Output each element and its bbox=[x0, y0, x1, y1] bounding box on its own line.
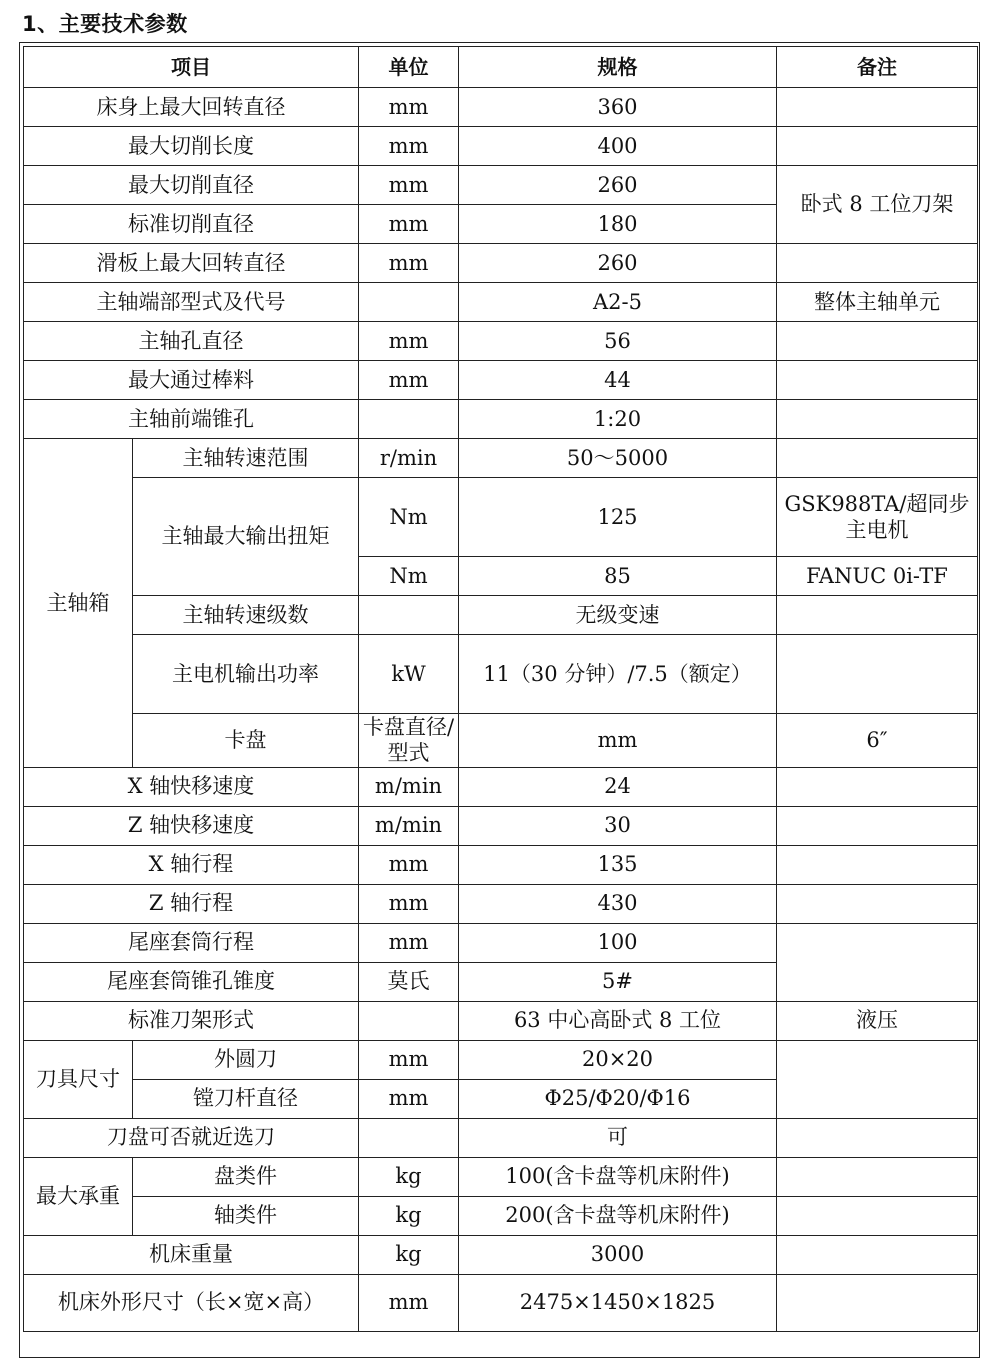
note-cell: FANUC 0i-TF bbox=[777, 557, 978, 596]
unit-cell bbox=[359, 1001, 459, 1040]
note-cell bbox=[777, 1274, 978, 1331]
unit-cell: m/min bbox=[359, 767, 459, 806]
item-cell: 主轴转速级数 bbox=[133, 596, 359, 635]
unit-cell: kg bbox=[359, 1196, 459, 1235]
note-cell bbox=[777, 88, 978, 127]
item-cell: 主电机输出功率 bbox=[133, 635, 359, 714]
table-row bbox=[24, 845, 978, 884]
spec-cell: 125 bbox=[459, 478, 777, 557]
item-cell: 床身上最大回转直径 bbox=[24, 88, 359, 127]
table-row bbox=[24, 127, 978, 166]
note-cell bbox=[777, 1235, 978, 1274]
header-spec: 规格 bbox=[459, 47, 777, 88]
note-cell bbox=[777, 767, 978, 806]
item-cell: 镗刀杆直径 bbox=[133, 1079, 359, 1118]
item-cell: 尾座套筒锥孔锥度 bbox=[24, 962, 359, 1001]
table-row bbox=[24, 166, 978, 205]
table-row bbox=[24, 322, 978, 361]
item-cell: 标准切削直径 bbox=[24, 205, 359, 244]
note-cell bbox=[777, 845, 978, 884]
item-cell: 机床重量 bbox=[24, 1235, 359, 1274]
note-cell bbox=[777, 884, 978, 923]
unit-cell: mm bbox=[359, 884, 459, 923]
spec-cell: 2475×1450×1825 bbox=[459, 1274, 777, 1331]
unit-cell: kW bbox=[359, 635, 459, 714]
note-cell bbox=[777, 361, 978, 400]
table-row bbox=[24, 596, 978, 635]
item-cell: 滑板上最大回转直径 bbox=[24, 244, 359, 283]
table-row bbox=[24, 1118, 978, 1157]
note-cell bbox=[777, 1196, 978, 1235]
note-cell bbox=[777, 244, 978, 283]
spec-cell: 44 bbox=[459, 361, 777, 400]
item-cell: X 轴快移速度 bbox=[24, 767, 359, 806]
item-cell: 主轴转速范围 bbox=[133, 439, 359, 478]
table-row bbox=[24, 400, 978, 439]
spec-cell: 360 bbox=[459, 88, 777, 127]
unit-cell: kg bbox=[359, 1235, 459, 1274]
table-row bbox=[24, 478, 978, 557]
group-label-max-load: 最大承重 bbox=[24, 1157, 133, 1235]
spec-cell: 260 bbox=[459, 166, 777, 205]
item-cell: 机床外形尺寸（长×宽×高） bbox=[24, 1274, 359, 1331]
table-row bbox=[24, 714, 978, 768]
note-cell bbox=[777, 1040, 978, 1118]
item-cell: 主轴最大输出扭矩 bbox=[133, 478, 359, 596]
note-line: GSK988TA/超同步 bbox=[784, 491, 970, 516]
header-item: 项目 bbox=[24, 47, 359, 88]
group-label-spindle-box: 主轴箱 bbox=[24, 439, 133, 768]
note-cell bbox=[777, 400, 978, 439]
note-cell bbox=[777, 478, 978, 557]
item-cell: 主轴端部型式及代号 bbox=[24, 283, 359, 322]
spec-cell: 24 bbox=[459, 767, 777, 806]
unit-cell: m/min bbox=[359, 806, 459, 845]
spec-cell: 135 bbox=[459, 845, 777, 884]
table-row bbox=[24, 635, 978, 714]
item-cell: 主轴前端锥孔 bbox=[24, 400, 359, 439]
note-cell bbox=[777, 127, 978, 166]
spec-cell: 50～5000 bbox=[459, 439, 777, 478]
unit-cell: Nm bbox=[359, 557, 459, 596]
note-cell bbox=[777, 635, 978, 714]
group-label-tool-size: 刀具尺寸 bbox=[24, 1040, 133, 1118]
table-row bbox=[24, 1157, 978, 1196]
unit-cell: mm bbox=[359, 1274, 459, 1331]
spec-cell: 200(含卡盘等机床附件) bbox=[459, 1196, 777, 1235]
spec-cell: 430 bbox=[459, 884, 777, 923]
group-label-chuck: 卡盘 bbox=[133, 714, 359, 768]
note-cell: 卧式 8 工位刀架 bbox=[777, 166, 978, 244]
unit-cell: mm bbox=[359, 1040, 459, 1079]
unit-cell: mm bbox=[359, 322, 459, 361]
spec-cell: Φ25/Φ20/Φ16 bbox=[459, 1079, 777, 1118]
unit-cell: mm bbox=[359, 127, 459, 166]
spec-cell: 11（30 分钟）/7.5（额定） bbox=[459, 635, 777, 714]
note-cell bbox=[777, 1157, 978, 1196]
unit-cell: mm bbox=[359, 361, 459, 400]
unit-cell bbox=[359, 1118, 459, 1157]
note-line: 主电机 bbox=[845, 518, 909, 542]
unit-cell: mm bbox=[359, 166, 459, 205]
spec-cell: 3000 bbox=[459, 1235, 777, 1274]
spec-cell: 180 bbox=[459, 205, 777, 244]
note-cell: 整体主轴单元 bbox=[777, 283, 978, 322]
unit-cell: mm bbox=[459, 714, 777, 768]
item-cell: 最大切削直径 bbox=[24, 166, 359, 205]
spec-cell: 可 bbox=[459, 1118, 777, 1157]
header-unit: 单位 bbox=[359, 47, 459, 88]
unit-cell: mm bbox=[359, 205, 459, 244]
item-cell: 主轴孔直径 bbox=[24, 322, 359, 361]
spec-cell: 56 bbox=[459, 322, 777, 361]
unit-cell: mm bbox=[359, 244, 459, 283]
spec-cell: 100 bbox=[459, 923, 777, 962]
table-row bbox=[24, 1235, 978, 1274]
tech-params-table bbox=[23, 46, 978, 1332]
note-cell bbox=[777, 439, 978, 478]
unit-cell bbox=[359, 596, 459, 635]
table-row bbox=[24, 88, 978, 127]
table-row bbox=[24, 283, 978, 322]
item-cell: 尾座套筒行程 bbox=[24, 923, 359, 962]
table-row bbox=[24, 884, 978, 923]
table-row bbox=[24, 1001, 978, 1040]
header-row bbox=[24, 47, 978, 88]
item-cell: 轴类件 bbox=[133, 1196, 359, 1235]
item-cell: 最大切削长度 bbox=[24, 127, 359, 166]
note-cell: 液压 bbox=[777, 1001, 978, 1040]
spec-cell: 85 bbox=[459, 557, 777, 596]
spec-cell: 无级变速 bbox=[459, 596, 777, 635]
table-row bbox=[24, 1274, 978, 1331]
spec-cell: 20×20 bbox=[459, 1040, 777, 1079]
unit-cell bbox=[359, 400, 459, 439]
unit-cell: Nm bbox=[359, 478, 459, 557]
item-cell: 最大通过棒料 bbox=[24, 361, 359, 400]
spec-cell: 260 bbox=[459, 244, 777, 283]
table-row bbox=[24, 1196, 978, 1235]
unit-cell: mm bbox=[359, 88, 459, 127]
item-cell: 盘类件 bbox=[133, 1157, 359, 1196]
note-cell bbox=[777, 596, 978, 635]
table-row bbox=[24, 361, 978, 400]
spec-cell: A2-5 bbox=[459, 283, 777, 322]
note-cell bbox=[777, 806, 978, 845]
unit-cell bbox=[359, 283, 459, 322]
table-row bbox=[24, 923, 978, 962]
item-cell: Z 轴快移速度 bbox=[24, 806, 359, 845]
item-cell: 外圆刀 bbox=[133, 1040, 359, 1079]
table-row bbox=[24, 1040, 978, 1079]
item-cell: 刀盘可否就近选刀 bbox=[24, 1118, 359, 1157]
section-heading: 1、主要技术参数 bbox=[22, 12, 188, 36]
spec-cell: 400 bbox=[459, 127, 777, 166]
item-cell: 卡盘直径/型式 bbox=[359, 714, 459, 768]
table-row bbox=[24, 439, 978, 478]
table-row bbox=[24, 244, 978, 283]
spec-cell: 30 bbox=[459, 806, 777, 845]
table-row bbox=[24, 767, 978, 806]
unit-cell: r/min bbox=[359, 439, 459, 478]
note-cell bbox=[777, 923, 978, 1001]
spec-cell: 100(含卡盘等机床附件) bbox=[459, 1157, 777, 1196]
table-row bbox=[24, 806, 978, 845]
unit-cell: mm bbox=[359, 845, 459, 884]
item-cell: X 轴行程 bbox=[24, 845, 359, 884]
unit-cell: mm bbox=[359, 923, 459, 962]
spec-cell: 6″ bbox=[777, 714, 978, 768]
note-cell bbox=[777, 322, 978, 361]
spec-cell: 63 中心高卧式 8 工位 bbox=[459, 1001, 777, 1040]
header-note: 备注 bbox=[777, 47, 978, 88]
unit-cell: 莫氏 bbox=[359, 962, 459, 1001]
spec-cell: 5# bbox=[459, 962, 777, 1001]
unit-cell: kg bbox=[359, 1157, 459, 1196]
unit-cell: mm bbox=[359, 1079, 459, 1118]
item-cell: 标准刀架形式 bbox=[24, 1001, 359, 1040]
item-cell: Z 轴行程 bbox=[24, 884, 359, 923]
spec-cell: 1:20 bbox=[459, 400, 777, 439]
note-cell bbox=[777, 1118, 978, 1157]
